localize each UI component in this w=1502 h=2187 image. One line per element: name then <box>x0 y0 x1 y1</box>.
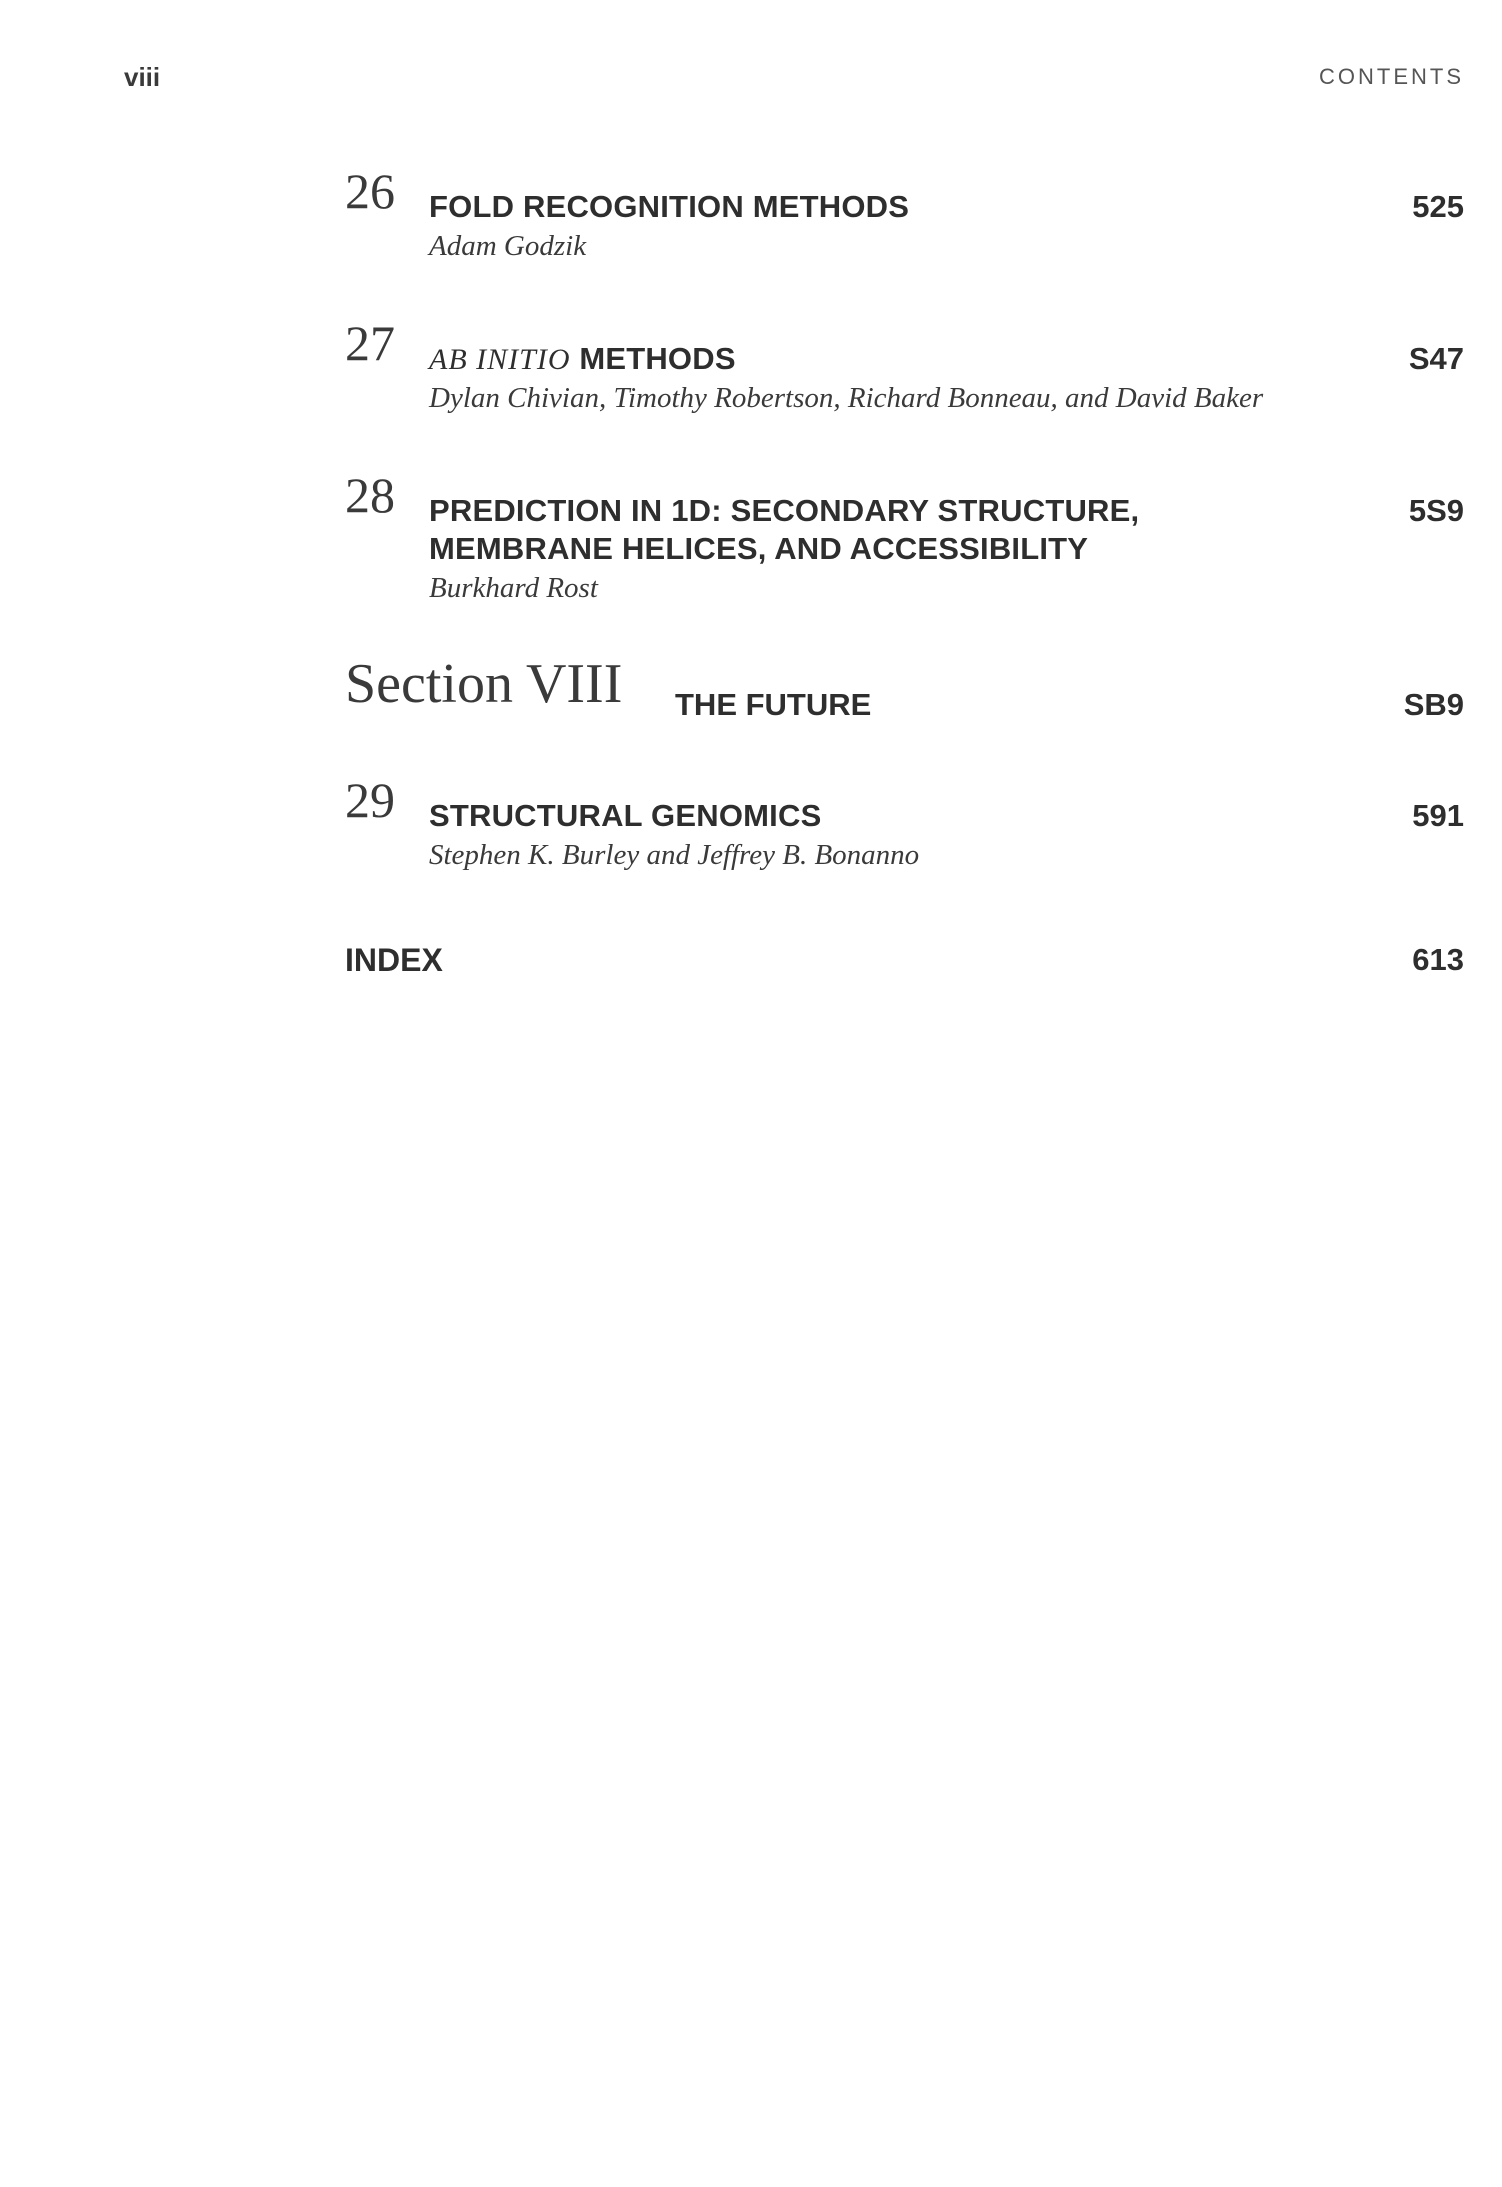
section-title: THE FUTURE <box>675 687 872 722</box>
chapter-title-text: METHODS <box>579 341 736 376</box>
chapter-number: 28 <box>345 467 395 523</box>
chapter-title <box>429 492 1309 568</box>
chapter-title <box>429 797 1309 835</box>
chapter-title-italic: AB INITIO <box>429 343 571 376</box>
chapter-title-text: PREDICTION IN 1D: SECONDARY STRUCTURE, MEMBRANE HELICES, AND ACCESSIBILITY <box>429 493 1140 566</box>
chapter-title-text: FOLD RECOGNITION METHODS <box>429 189 910 224</box>
chapter-number: 29 <box>345 772 395 828</box>
index-label: INDEX <box>345 942 443 978</box>
chapter-title <box>429 340 1309 379</box>
chapter-page: 5S9 <box>1408 493 1464 528</box>
chapter-title-text: STRUCTURAL GENOMICS <box>429 798 822 833</box>
chapter-authors: Adam Godzik <box>429 230 587 262</box>
chapter-authors: Stephen K. Burley and Jeffrey B. Bonanno <box>429 839 920 871</box>
section-label: Section VIII <box>345 653 623 715</box>
section-page: SB9 <box>1403 687 1464 722</box>
chapter-number: 26 <box>345 163 395 219</box>
chapter-page: 591 <box>1412 798 1464 833</box>
chapter-number: 27 <box>345 315 395 371</box>
chapter-page: S47 <box>1408 341 1464 376</box>
chapter-title <box>429 188 1309 226</box>
running-head: CONTENTS <box>1319 64 1464 89</box>
chapter-authors: Dylan Chivian, Timothy Robertson, Richard Bonneau, and David Baker <box>429 382 1264 414</box>
chapter-page: 525 <box>1412 189 1464 224</box>
page-number: viii <box>124 62 161 92</box>
index-page: 613 <box>1412 942 1464 977</box>
chapter-authors: Burkhard Rost <box>429 572 598 604</box>
